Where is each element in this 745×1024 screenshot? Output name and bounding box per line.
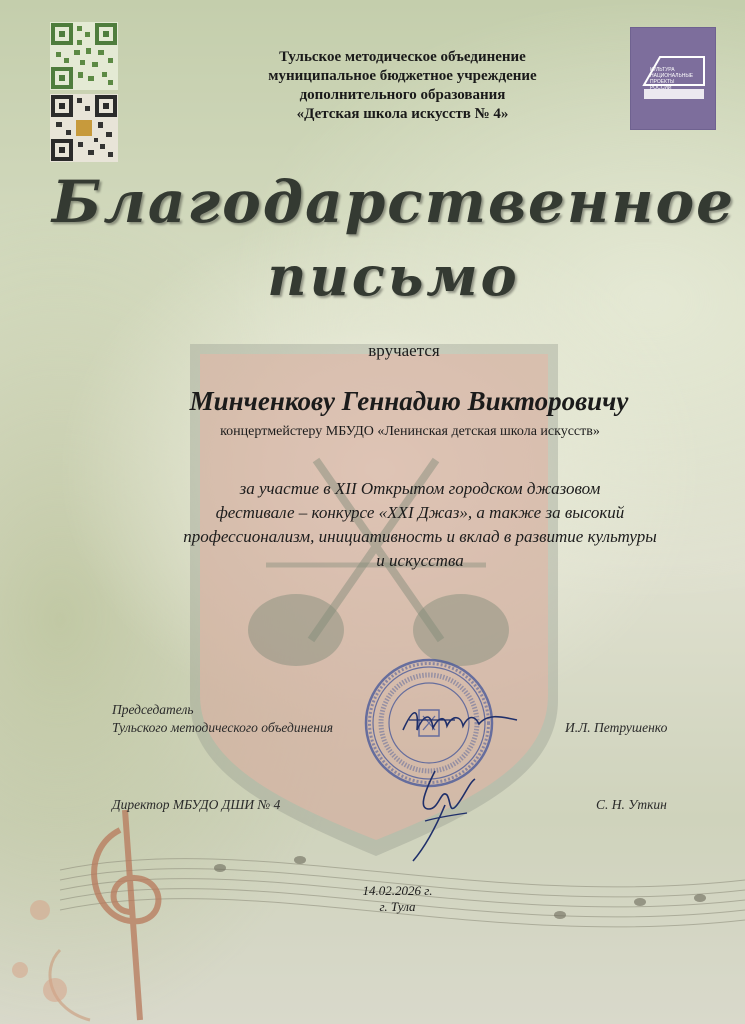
document-title-line1: Благодарственное [51, 168, 736, 236]
logo-text: КУЛЬТУРА НАЦИОНАЛЬНЫЕ ПРОЕКТЫ РОССИИ [650, 67, 694, 91]
recipient-name: Минченкову Геннадию Викторовичу [189, 386, 629, 416]
chair-label: Председатель Тульского методического объединения [112, 702, 333, 735]
reason-line: за участие в XII Открытом городском джазовом [239, 479, 601, 498]
reason-line: фестивале – конкурсе «XXI Джаз», а также за высокий [215, 503, 625, 522]
recipient-position: концертмейстеру МБУДО «Ленинская детская школа искусств» [220, 424, 600, 439]
chair-signature [395, 700, 525, 740]
issue-place: г. Тула [379, 899, 416, 914]
reason-line: профессионализм, инициативность и вклад в развитие культуры [183, 527, 657, 546]
issue-date-place [300, 883, 495, 915]
issue-date: 14.02.2026 г. [362, 883, 433, 898]
org-line: дополнительного образования [299, 87, 506, 103]
org-line: Тульское методическое объединение [279, 49, 526, 65]
reason-line: и искусства [376, 551, 464, 570]
award-reason [110, 477, 730, 573]
director-signature [395, 765, 485, 865]
document-title-line2: письмо [267, 244, 520, 308]
chair-name: И.Л. Петрушенко [565, 720, 668, 735]
org-line: «Детская школа искусств № 4» [296, 106, 509, 122]
presented-label: вручается [368, 341, 440, 360]
director-name: С. Н. Уткин [596, 797, 667, 812]
organization-header [0, 48, 745, 124]
org-line: муниципальное бюджетное учреждение [268, 68, 537, 84]
director-label: Директор МБУДО ДШИ № 4 [112, 797, 281, 812]
